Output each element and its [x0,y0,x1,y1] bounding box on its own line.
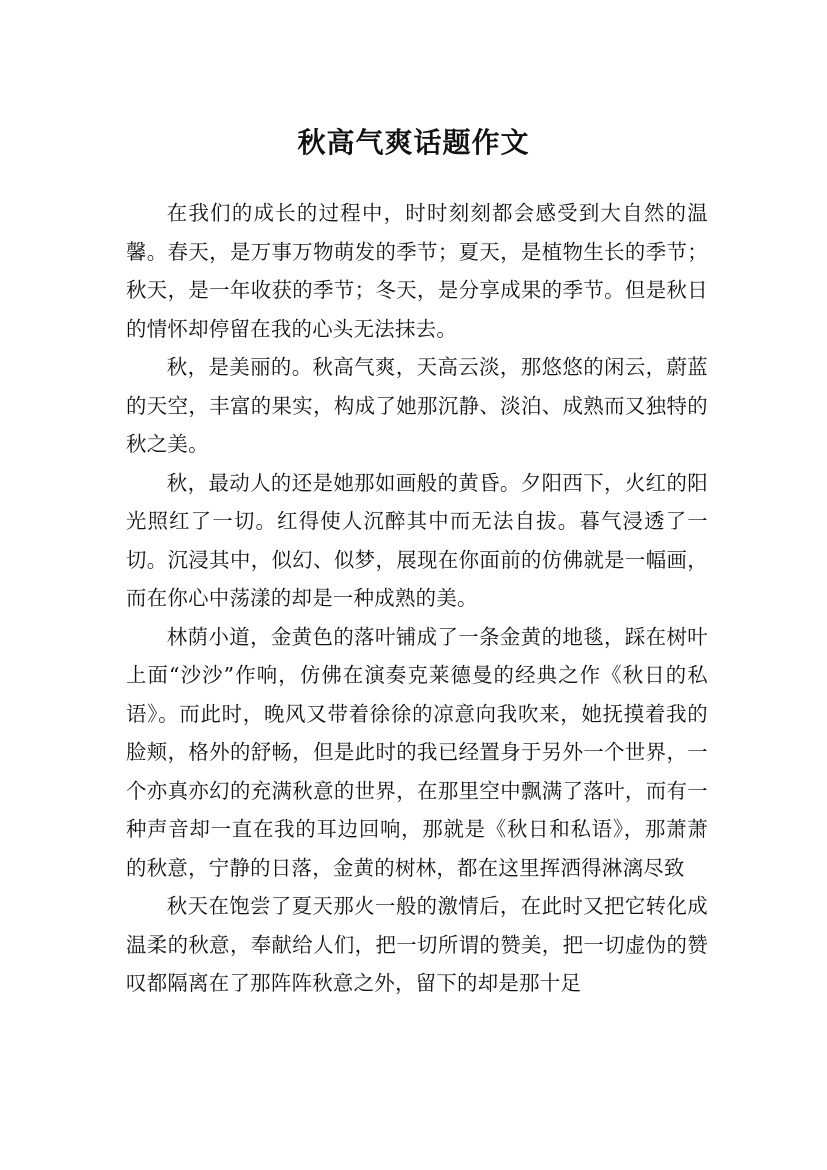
document-body [126,194,708,1003]
paragraph-4: 林荫小道，金黄色的落叶铺成了一条金黄的地毯，踩在树叶上面“沙沙”作响，仿佛在演奏克莱德曼的经典之作《秋日的私语》。而此时，晚风又带着徐徐的凉意向我吹来，她抚摸着我的脸颊，格外的舒畅，但是此时的我已经置身于另外一个世界，一个亦真亦幻的充满秋意的世界，在那里空中飘满了落叶，而有一种声音却一直在我的耳边回响，那就是《秋日和私语》，那萧萧的秋意，宁静的日落，金黄的树林，都在这里挥洒得淋漓尽致 [126,624,708,880]
paragraph-3: 秋，最动人的还是她那如画般的黄昏。夕阳西下，火红的阳光照红了一切。红得使人沉醉其中而无法自拔。暮气浸透了一切。沉浸其中，似幻、似梦，展现在你面前的仿佛就是一幅画，而在你心中荡漾的却是一种成熟的美。 [126,470,708,610]
document-title: 秋高气爽话题作文 [297,125,530,159]
paragraph-2: 秋，是美丽的。秋高气爽，天高云淡，那悠悠的闲云，蔚蓝的天空，丰富的果实，构成了她那沉静、淡泊、成熟而又独特的秋之美。 [126,355,708,456]
paragraph-1: 在我们的成长的过程中，时时刻刻都会感受到大自然的温馨。春天，是万事万物萌发的季节；夏天，是植物生长的季节；秋天，是一年收获的季节；冬天，是分享成果的季节。但是秋日的情怀却停留在我的心头无法抹去。 [126,201,708,341]
paragraph-5: 秋天在饱尝了夏天那火一般的激情后，在此时又把它转化成温柔的秋意，奉献给人们，把一切所谓的赞美，把一切虚伪的赞叹都隔离在了那阵阵秋意之外，留下的却是那十足 [126,894,708,995]
